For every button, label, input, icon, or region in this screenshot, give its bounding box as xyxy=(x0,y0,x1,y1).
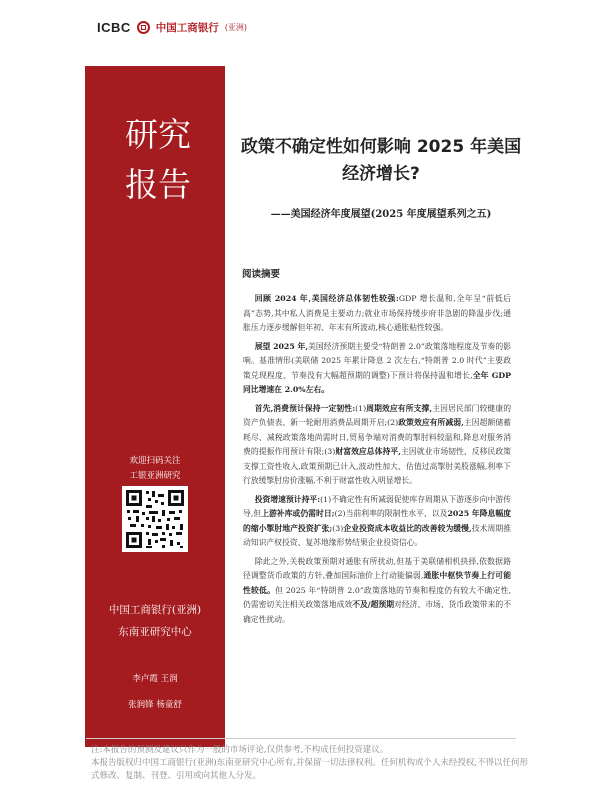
logo-sub-text: (亚洲) xyxy=(224,23,248,32)
summary-text-run: 主因居民部门较健康的资产负债表、新一轮耐用消费品周期开启;(2) xyxy=(243,403,512,427)
org-name-1: 中国工商银行(亚洲) xyxy=(108,604,202,616)
summary-paragraph xyxy=(243,340,511,398)
summary-text-run: (1)不确定性有所减弱促使库存周期从下游逐步向中游传导,但 xyxy=(243,494,511,518)
summary-paragraph xyxy=(243,292,511,336)
summary-text-run: 主因超额储蓄耗尽、减税政策落地尚需时日,贸易争端对消费的掣肘料较温和,降息对服务消费的提振作用预计有限;(3) xyxy=(243,418,512,456)
disclaimer-footer xyxy=(91,744,531,783)
summary-text-run: 技术周期推动知识产权投资、复苏地缘形势结果企业投资信心。 xyxy=(243,523,511,547)
red-sidebar xyxy=(85,66,225,747)
summary-bold-run: 首先,消费预计保持一定韧性: xyxy=(254,403,356,413)
qr-caption-line-1: 欢迎扫码关注 xyxy=(129,456,181,466)
summary-bold-run: 政策效应有所减弱, xyxy=(398,418,464,427)
summary-text-run: 美国经济预期主要受“特朗普 2.0”政策落地程度及节奏的影响。基准情形(美联储 2025 年累计降息 2 次左右,“特朗普 2.0 时代”主要政策兑现程度、节奏没有大幅超预期的调整)下预计将保持温和增长, xyxy=(243,341,512,380)
summary-bold-run: 企业投资成本收益比的改善较为缓慢, xyxy=(343,523,472,533)
report-title: 政策不确定性如何影响 2025 年美国经济增长? xyxy=(240,137,522,184)
summary-text-run: 主因就业市场韧性、反移民政策支撑工资性收入,政策预期已计入,波动性加大、估值过高掣肘美股涨幅,利率下行放缓掣肘房价涨幅,不利于财富性收入明显增长。 xyxy=(243,447,512,485)
authors-line-2: 张润锋 杨童舒 xyxy=(128,700,182,710)
summary-bold-run: 2025 年降息幅度的缩小掣肘地产投资扩张; xyxy=(243,509,512,533)
summary-bold-run: 投资增速预计持平: xyxy=(254,494,321,504)
summary-text-run: 对经济、市场、货币政策带来的不确定性扰动。 xyxy=(243,600,512,624)
qr-caption xyxy=(85,454,225,484)
summary-text-run: (3) xyxy=(332,523,344,533)
summary-text-run: (2)当前利率的限制性水平、以及 xyxy=(334,509,448,518)
disclaimer-line-1: 注:本报告的预测及建议只作为一般的市场评论,仅供参考,不构成任何投资建议。 xyxy=(91,745,389,755)
page-header xyxy=(0,0,600,50)
report-subtitle: ——美国经济年度展望(2025 年度展望系列之五) xyxy=(270,209,492,220)
vertical-title: 研究报告 xyxy=(125,115,191,204)
org-name-2: 东南亚研究中心 xyxy=(118,626,192,638)
summary-bold-run: 不及/超预期 xyxy=(352,600,395,609)
qr-code-icon xyxy=(122,486,188,552)
summary-text-run: GDP 增长温和,全年呈“前低后高”态势,其中私人消费是主要动力;就业市场保持缓步府非急剧的降温步伐;通胀压力逐步缓解但年初、年末有所波动,核心通胀粘性较强。 xyxy=(243,294,511,332)
footer-divider xyxy=(86,738,516,739)
summary-heading: 阅读摘要 xyxy=(242,269,281,280)
summary-text-run: 但 2025 年“特朗普 2.0”政策落地的节奏和程度仍有较大不确定性,仍需密切关注相关政策落地成效 xyxy=(243,585,511,609)
disclaimer-line-2: 本报告版权归中国工商银行(亚洲)东南亚研究中心所有,并保留一切法律权利。任何机构或个人未经授权,不得以任何形式修改、复制、刊登、引用或向其他人分发。 xyxy=(91,758,529,781)
logo-cn-text: 中国工商银行 xyxy=(155,22,219,34)
authors-line-1: 李卢霞 王润 xyxy=(132,674,178,684)
summary-bold-run: 财富效应总体持平, xyxy=(335,447,401,456)
summary-bold-run: 通胀中枢快节奏上行可能性较低。 xyxy=(243,571,511,595)
logo-en-text: ICBC xyxy=(97,20,131,35)
summary-body xyxy=(243,292,511,631)
summary-bold-run: 周期效应有所支撑, xyxy=(366,403,433,413)
summary-bold-run: 展望 2025 年, xyxy=(254,341,309,351)
qr-caption-line-2: 工银亚洲研究 xyxy=(129,471,181,481)
summary-text-run: (1) xyxy=(355,403,367,413)
summary-bold-run: 全年 GDP 同比增速在 2.0%左右。 xyxy=(243,370,511,394)
summary-paragraph xyxy=(243,493,511,551)
summary-paragraph xyxy=(243,402,511,489)
summary-paragraph xyxy=(243,555,511,628)
summary-bold-run: 上游补库或仍需时日; xyxy=(261,509,335,518)
icbc-emblem-icon xyxy=(137,21,150,34)
summary-text-run: 除此之外,关税政策预期对通胀有所扰动,但基于美联储相机抉择,依数据路径调整货币政策的方针,叠加国际油价上行动能偏弱, xyxy=(243,556,511,580)
summary-bold-run: 回顾 2024 年,美国经济总体韧性较强: xyxy=(254,294,399,303)
icbc-logo xyxy=(97,20,247,35)
